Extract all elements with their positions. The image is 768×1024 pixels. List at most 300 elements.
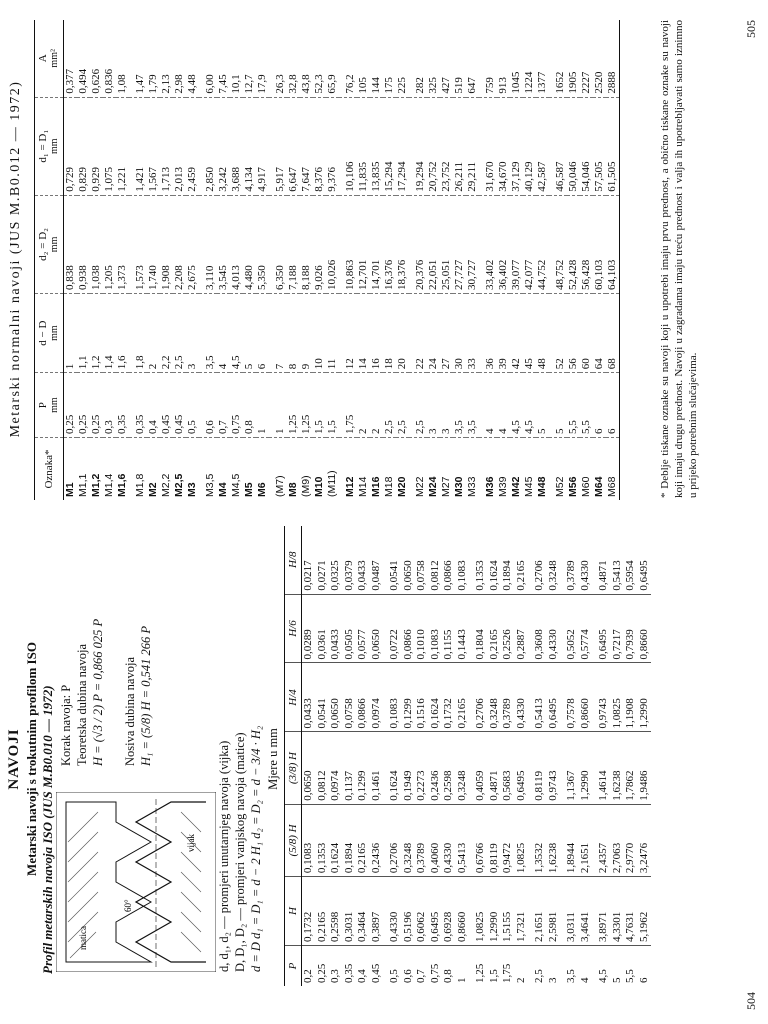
table-cell: 11,835 [357,97,370,195]
table-cell: 2,4357 [592,804,611,876]
right-page [0,14,768,504]
table-cell: 2 [357,373,370,438]
table-cell: 52,428 [567,195,580,293]
table-cell: 0,2165 [515,526,529,594]
table-cell: 1,5 [313,373,326,438]
table-cell: 3,5 [565,969,577,983]
table-cell: 0,4 [147,373,160,438]
table-cell: 9,026 [313,195,326,293]
table-row [547,526,561,986]
table-cell: 2,5 [409,373,427,438]
table-cell: 0,1624 [329,804,343,876]
table-cell: 225 [396,20,409,97]
table-cell: 0,0866 [442,526,456,594]
table-cell: 1,0825 [515,804,529,876]
table-row [638,526,652,986]
table-cell: 0,0217 [302,526,316,594]
table-cell: 0,1624 [488,526,502,594]
table-cell: 1,6238 [547,804,561,876]
table-row [593,20,606,500]
table-cell: 27 [440,294,453,373]
table-cell: 17,9 [256,20,269,97]
table-cell: 12,7 [243,20,256,97]
table-cell: 36,402 [497,195,510,293]
table-cell: 0,3789 [501,663,515,732]
table-cell: 17,294 [396,97,409,195]
column-header-label: P [37,402,49,409]
table-cell: 0,5954 [624,526,638,594]
table-cell: 519 [453,20,466,97]
thread-designation: M64 [593,476,605,497]
table-cell: 2,1651 [579,804,593,876]
table-cell: 27,727 [453,195,466,293]
table-cell: 60,103 [593,195,606,293]
thread-designation: (M9) [300,475,312,497]
table-cell: 4,5 [597,969,609,983]
table-cell: 0,0722 [383,594,402,663]
table-cell: 0,4 [356,969,368,983]
table-cell: 0,0650 [370,594,384,663]
table-cell: 24 [427,294,440,373]
table-cell: 40,129 [523,97,536,195]
table-row [429,526,443,986]
table-cell: 20,376 [409,195,427,293]
table-row [466,20,479,500]
table-row [343,526,357,986]
thread-designation: M18 [383,476,395,497]
table-cell: 0,25 [64,373,78,438]
table-row [116,20,129,500]
table-row [567,20,580,500]
thread-designation: M45 [523,476,535,497]
table-cell: 6,350 [269,195,287,293]
table-cell: 3,688 [230,97,243,195]
table-cell: 0,75 [428,963,441,983]
table-cell: 0,7939 [624,594,638,663]
thread-designation: M60 [580,476,592,497]
table-cell: 759 [479,20,497,97]
column-header-label: d₁ = D₁ [37,129,49,163]
table-cell: 0,7217 [611,594,625,663]
table-cell: 1,9486 [638,732,652,804]
table-cell: 0,1732 [442,663,456,732]
table-cell: 6 [256,294,269,373]
table-cell: 10 [313,294,326,373]
table-cell: 0,8660 [456,877,470,946]
table-cell: 4 [578,977,591,983]
table-cell: 48,752 [549,195,567,293]
table-row [217,20,230,500]
table-cell: 1,25 [300,373,313,438]
table-cell: 3,242 [217,97,230,195]
table-cell: 1,0825 [611,663,625,732]
table-cell: 4,3301 [611,877,625,946]
table-cell: 1,1367 [560,732,579,804]
table-row [230,20,243,500]
table-cell: 0,25 [77,373,90,438]
table-cell: 18,376 [396,195,409,293]
table-row [456,526,470,986]
table-cell: 1,5155 [501,877,515,946]
table-cell: 3,5 [466,373,479,438]
table-cell: 37,129 [510,97,523,195]
table-cell: 76,2 [339,20,357,97]
column-header: (5/8) H [285,804,302,876]
table-cell: 1,5 [487,969,500,983]
table-cell: 2520 [593,20,606,97]
table-row [528,526,547,986]
table-row [515,526,529,986]
table-cell: 0,4871 [592,526,611,594]
thread-designation: M30 [453,476,465,497]
table-row [469,526,488,986]
table-cell: 3,110 [199,195,217,293]
table-cell: 3 [186,294,199,373]
thread-designation: M4 [217,482,229,497]
legend-outer-thread: D, D₁, D₂ — promjeri vanjskog navoja (matice) [233,732,247,972]
table-cell: 22 [409,294,427,373]
table-cell: 0,6495 [547,663,561,732]
table-cell: 0,5196 [402,877,416,946]
thread-designation: M6 [256,482,268,497]
table-cell: 0,0866 [356,663,370,732]
table-cell: 12,701 [357,195,370,293]
table-cell: 1,7321 [515,877,529,946]
table-cell: 0,0361 [316,594,330,663]
table-cell: 7 [269,294,287,373]
thread-designation: M10 [313,476,325,497]
table-cell: 0,3789 [560,526,579,594]
table-cell: 0,2273 [415,732,429,804]
table-cell: 0,2598 [329,877,343,946]
table-row [396,20,409,500]
table-cell: 0,2706 [469,663,488,732]
table-cell: 1,8 [129,294,147,373]
table-cell: 0,3897 [370,877,384,946]
thread-designation: M1,6 [116,473,128,497]
table-cell: 0,1516 [415,663,429,732]
table-cell: 0,0325 [329,526,343,594]
table-row [316,526,330,986]
table-row [287,20,300,500]
column-header [35,438,64,501]
table-cell: 0,0577 [356,594,370,663]
table-cell: 1 [455,977,468,983]
chapter-heading: NAVOJI [6,728,22,790]
table-cell: 0,1083 [429,594,443,663]
table-cell: 0,2436 [370,804,384,876]
table-cell: 0,5 [388,969,400,983]
table-cell: 3 [440,373,453,438]
table-row [592,526,611,986]
table-cell: 0,1353 [316,804,330,876]
table-row [383,526,402,986]
table-cell: 3,0311 [560,877,579,946]
table-cell: 29,211 [466,97,479,195]
table-cell: 325 [427,20,440,97]
table-cell: 0,0650 [302,732,316,804]
table-cell: 0,45 [160,373,173,438]
left-page [0,524,768,994]
table-cell: 16,376 [383,195,396,293]
table-cell: 0,0758 [343,663,357,732]
table-cell: 1,1 [77,294,90,373]
table-cell: 0,8119 [488,804,502,876]
table-cell: 0,1353 [469,526,488,594]
table-row [77,20,90,500]
table-row [549,20,567,500]
table-cell: 1,8944 [560,804,579,876]
table-cell: 0,45 [173,373,186,438]
thread-designation: M2,2 [160,473,172,497]
column-header-label: d − D [37,320,49,346]
column-header [35,97,64,195]
table-cell: 4,5 [523,373,536,438]
column-header-label: d₂ = D₂ [37,227,49,261]
theoretical-depth-label: Teoretska dubina navoja [75,644,89,766]
table-cell: 5,5 [580,373,593,438]
label-matica: matica [78,926,88,950]
table-cell: 0,2526 [501,594,515,663]
table-cell: 1,7862 [624,732,638,804]
formula-H1: H₁ = (5/8) H = 0,541 266 P [139,626,153,766]
thread-designation: M56 [567,476,579,497]
table-cell: 175 [383,20,396,97]
table-cell: 42,587 [536,97,549,195]
table-cell: 46,587 [549,97,567,195]
thread-designation: M12 [344,476,356,497]
table-cell: 5,5 [567,373,580,438]
table-cell: 48 [536,294,549,373]
table-cell: 1,038 [90,195,103,293]
page-number-right: 505 [744,20,758,38]
table-cell: 2,13 [160,20,173,97]
table-cell: 2,5 [533,969,545,983]
table-cell: 34,670 [497,97,510,195]
table-cell: 4,7631 [624,877,638,946]
table-cell: 2,5981 [547,877,561,946]
table-cell: 0,1299 [356,732,370,804]
table-cell: 2,7063 [611,804,625,876]
table-cell: 3,545 [217,195,230,293]
table-cell: 0,1083 [302,804,316,876]
table-cell: 6 [637,977,650,983]
thread-designation: M27 [440,476,452,497]
table-cell: 30 [453,294,466,373]
table-cell: 64,103 [606,195,620,293]
table-row [313,20,326,500]
table-cell: 3,8971 [592,877,611,946]
thread-designation: M1,4 [103,473,115,497]
table-cell: 1,79 [147,20,160,97]
table-row [383,20,396,500]
table-cell: 0,8 [442,969,454,983]
table-cell: 0,829 [77,97,90,195]
table-cell: 0,1137 [343,732,357,804]
table-row [160,20,173,500]
table-cell: 0,938 [77,195,90,293]
column-header-unit: mm [49,325,60,341]
units-note: Mjere u mm [266,728,280,790]
table-cell: 1,908 [160,195,173,293]
table-cell: 45 [523,294,536,373]
table-cell: 1,2990 [488,877,502,946]
thread-designation: M2,5 [173,473,185,497]
table-row [64,20,78,500]
table-cell: 0,0541 [383,526,402,594]
table-cell: 54,046 [580,97,593,195]
table-cell: 0,0289 [302,594,316,663]
thread-designation: M16 [370,476,382,497]
table-cell: 1,421 [129,97,147,195]
table-row [611,526,625,986]
table-cell: 1,2990 [579,732,593,804]
table-cell: 0,9743 [592,663,611,732]
table-row [269,20,287,500]
table-cell: 5 [536,373,549,438]
table-cell: 2,850 [199,97,217,195]
thread-designation: M5 [243,482,255,497]
table-cell: 68 [606,294,620,373]
table-row [129,20,147,500]
table-cell: 2227 [580,20,593,97]
table-cell: 0,1624 [429,663,443,732]
table-cell: 0,4059 [469,732,488,804]
thread-designation: M8 [287,482,299,497]
table-cell: 32,8 [287,20,300,97]
table-cell: 0,1894 [343,804,357,876]
table-cell: 14 [357,294,370,373]
table-cell: 0,2 [302,969,314,983]
table-cell: 1,75 [339,373,357,438]
thread-designation: M1 [64,482,76,497]
table-row [186,20,199,500]
table-cell: 1,08 [116,20,129,97]
table-cell: 39,077 [510,195,523,293]
column-header-unit: mm² [49,49,60,68]
table-cell: 0,6495 [429,877,443,946]
thread-designation: M3 [186,482,198,497]
table-cell: 0,35 [129,373,147,438]
table-cell: 8 [287,294,300,373]
table-cell: 25,051 [440,195,453,293]
table-row [256,20,269,500]
table-cell: 10,106 [339,97,357,195]
table-cell: 61,505 [606,97,620,195]
table-cell: 0,5413 [611,526,625,594]
table-cell: 647 [466,20,479,97]
thread-designation: M2 [147,482,159,497]
table-cell: 3 [427,373,440,438]
table-cell: 0,1804 [469,594,488,663]
column-header-label: A [37,54,49,63]
table-cell: 4,48 [186,20,199,97]
thread-profile-diagram [56,792,216,972]
label-angle: 60° [123,899,133,912]
table-cell: 0,8660 [638,594,652,663]
table-cell: 0,6928 [442,877,456,946]
table-cell: 1,573 [129,195,147,293]
table-cell: 2 [514,977,527,983]
table-cell: 2,98 [173,20,186,97]
table-cell: 0,0271 [316,526,330,594]
table-cell: 0,0812 [316,732,330,804]
table-cell: 0,2598 [442,732,456,804]
table-cell: 0,5774 [579,594,593,663]
table-cell: 9,376 [326,97,339,195]
table-cell: 2,5 [383,373,396,438]
table-cell: 0,25 [315,963,328,983]
table-cell: 4,5 [510,373,523,438]
table-cell: 0,3248 [402,804,416,876]
table-cell: 52 [549,294,567,373]
table-cell: 0,3608 [528,594,547,663]
page-number-left: 504 [744,992,758,1010]
table-row [326,20,339,500]
table-cell: 13,835 [370,97,383,195]
table-cell: 0,5413 [528,663,547,732]
table-row [624,526,638,986]
table-cell: 2,5 [396,373,409,438]
table-cell: 10,863 [339,195,357,293]
table-cell: 0,2165 [456,663,470,732]
table-cell: 10,1 [230,20,243,97]
table-cell: 1,3532 [528,804,547,876]
table-cell: 0,0505 [343,594,357,663]
table-cell: 0,25 [90,373,103,438]
table-cell: 26,3 [269,20,287,97]
table-cell: 20,752 [427,97,440,195]
table-cell: 7,45 [217,20,230,97]
thread-designation: M3,5 [204,473,216,497]
table-cell: 0,0974 [370,663,384,732]
section-subtitle: Profil metarskih navoja ISO (JUS M.B0.010 — 1972) [40,685,55,974]
table-cell: 2,459 [186,97,199,195]
formula-H: H = (√3 / 2) P = 0,866 025 P [91,618,105,766]
section-title: Metarski navoji s trokutnim profilom ISO [24,642,39,876]
table-cell: 0,0758 [415,526,429,594]
table-cell: 0,836 [103,20,116,97]
thread-designation: M1,1 [77,473,89,497]
table-cell: 0,0433 [356,526,370,594]
table-cell: 0,2706 [383,804,402,876]
table-cell: 2,1651 [528,877,547,946]
table-cell: 3,4641 [579,877,593,946]
table-cell: 4 [479,373,497,438]
table-row [427,20,440,500]
table-cell: 0,3 [103,373,116,438]
table-cell: 6,647 [287,97,300,195]
column-header-label: Oznaka* [43,449,55,489]
table-cell: 1,713 [160,97,173,195]
table-cell: 0,3248 [488,663,502,732]
table-cell: 26,211 [453,97,466,195]
table-cell: 144 [370,20,383,97]
table-cell: 0,35 [342,963,355,983]
column-header [35,294,64,373]
table-row [479,20,497,500]
table-cell: 0,3464 [356,877,370,946]
table-cell: 0,1949 [402,732,416,804]
table-cell: 33,402 [479,195,497,293]
thread-designation: M42 [510,476,522,497]
table-cell: 1,567 [147,97,160,195]
table-row [497,20,510,500]
table-cell: 4,013 [230,195,243,293]
table-row [90,20,103,500]
table-cell: 0,1443 [456,594,470,663]
table-cell: 3,5 [453,373,466,438]
